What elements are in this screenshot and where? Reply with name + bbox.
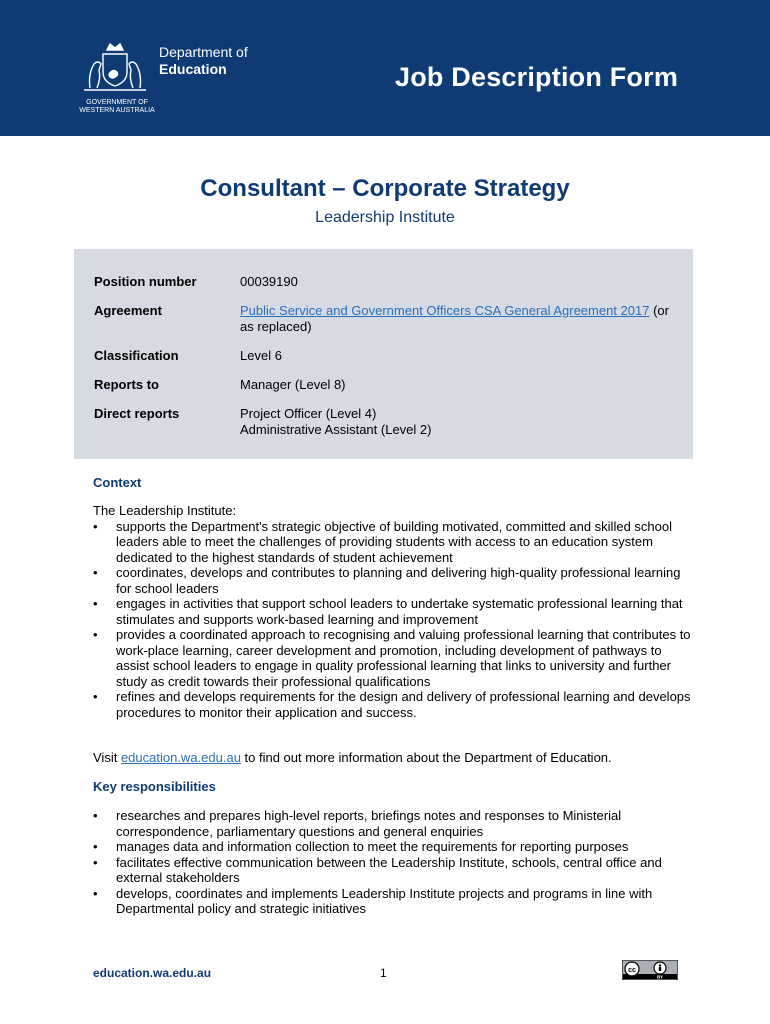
reports-to-label: Reports to bbox=[94, 377, 159, 392]
position-title: Consultant – Corporate Strategy bbox=[200, 175, 570, 202]
agreement-label: Agreement bbox=[94, 303, 162, 318]
direct-reports-label: Direct reports bbox=[94, 406, 180, 421]
position-number-label: Position number bbox=[94, 274, 197, 289]
list-item: • develops, coordinates and implements Leadership Institute projects and programs in line with Departmental policy and strategic initiatives bbox=[93, 886, 693, 917]
classification-value: Level 6 bbox=[240, 348, 282, 363]
position-number-value: 00039190 bbox=[240, 274, 298, 289]
department-line1: Department of bbox=[159, 44, 248, 60]
key-responsibilities-heading: Key responsibilities bbox=[93, 779, 216, 794]
form-title: Job Description Form bbox=[395, 62, 679, 92]
direct-reports-value bbox=[240, 406, 680, 438]
context-body bbox=[93, 503, 693, 720]
visit-prefix: Visit bbox=[93, 750, 121, 765]
cc-by-license-icon bbox=[622, 960, 678, 980]
footer-website[interactable]: education.wa.edu.au bbox=[93, 966, 212, 980]
page-number: 1 bbox=[380, 966, 387, 980]
position-info-box bbox=[74, 249, 693, 459]
list-item: • provides a coordinated approach to recognising and valuing professional learning that contributes to work-place learning, career development and promotion, including development of pathways to assist school leaders to engage in quality professional learning that links to university and further study as credit towards their professional qualifications bbox=[93, 627, 693, 689]
list-item: • supports the Department's strategic objective of building motivated, committed and skilled school leaders able to meet the challenges of providing students with access to an education system dedicated to the highest standards of student achievement bbox=[93, 519, 693, 566]
license-badge-text: BY bbox=[656, 974, 664, 980]
reports-to-value: Manager (Level 8) bbox=[240, 377, 346, 392]
key-responsibilities-body bbox=[93, 808, 693, 917]
department-line2: Education bbox=[159, 61, 227, 77]
context-intro: The Leadership Institute: bbox=[93, 503, 237, 518]
list-item: • coordinates, develops and contributes to planning and delivering high-quality professional learning for school leaders bbox=[93, 565, 693, 596]
department-name bbox=[159, 44, 248, 78]
agreement-link[interactable]: Public Service and Government Officers CSA General Agreement 2017 bbox=[240, 303, 650, 318]
list-item: • engages in activities that support school leaders to undertake systematic professional learning that stimulates and supports work-based learning and improvement bbox=[93, 596, 693, 627]
context-heading: Context bbox=[93, 475, 142, 490]
list-item: • researches and prepares high-level reports, briefings notes and responses to Ministerial correspondence, parliamentary questions and general enquiries bbox=[93, 808, 693, 839]
position-unit: Leadership Institute bbox=[315, 209, 455, 226]
svg-text:cc: cc bbox=[628, 967, 636, 974]
government-of-wa-label: GOVERNMENT OF WESTERN AUSTRALIA bbox=[79, 99, 155, 114]
agreement-value bbox=[240, 303, 680, 335]
direct-report-1: Project Officer (Level 4) bbox=[240, 406, 377, 421]
list-item: • facilitates effective communication between the Leadership Institute, schools, central office and external stakeholders bbox=[93, 855, 693, 886]
visit-text bbox=[93, 750, 693, 766]
page-header bbox=[0, 0, 770, 136]
visit-suffix: to find out more information about the Department of Education. bbox=[240, 750, 612, 765]
wa-coat-of-arms-icon bbox=[78, 38, 152, 96]
context-bullet-list bbox=[93, 519, 693, 721]
list-item: • refines and develops requirements for the design and delivery of professional learning and develops procedures to monitor their application and success. bbox=[93, 689, 693, 720]
classification-label: Classification bbox=[94, 348, 179, 363]
responsibilities-bullet-list bbox=[93, 808, 693, 917]
list-item: • manages data and information collection to meet the requirements for reporting purposes bbox=[93, 839, 693, 855]
direct-report-2: Administrative Assistant (Level 2) bbox=[240, 422, 432, 437]
website-link[interactable]: education.wa.edu.au bbox=[120, 750, 241, 765]
agreement-suffix: (or as replaced) bbox=[240, 303, 669, 334]
